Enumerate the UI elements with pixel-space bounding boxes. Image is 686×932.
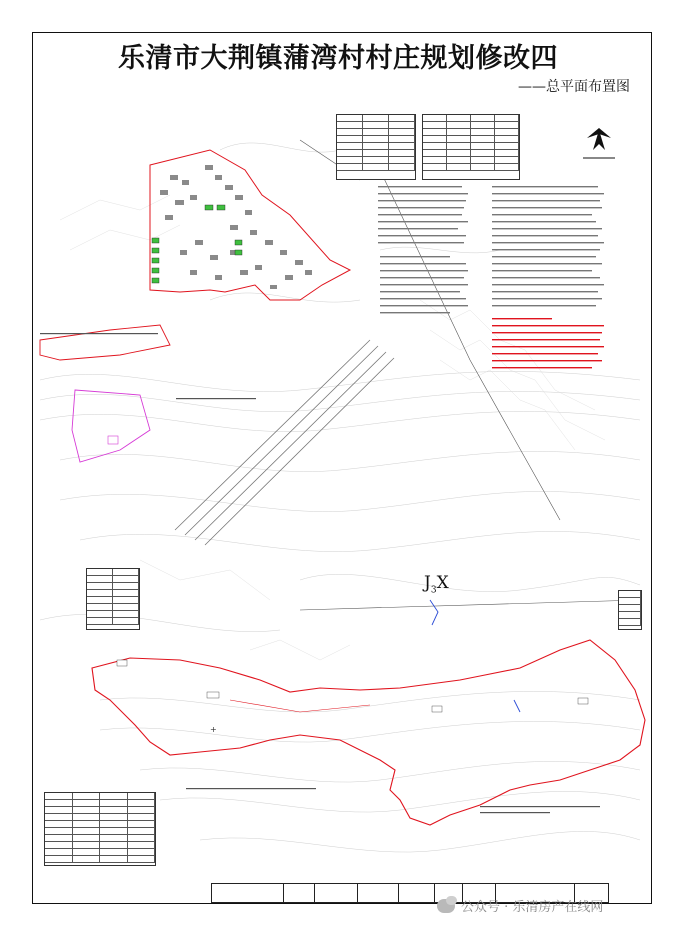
map-grid-label: $J_3X$ bbox=[424, 573, 449, 596]
svg-text:+: + bbox=[210, 725, 217, 734]
watermark-text: 公众号 · 乐清房产在线网 bbox=[461, 900, 604, 915]
drawing-subtitle: ——总平面布置图 bbox=[518, 79, 630, 95]
drawing-title: 乐清市大荆镇蒲湾村村庄规划修改四 bbox=[118, 43, 558, 74]
wechat-icon bbox=[437, 899, 455, 913]
watermark bbox=[437, 896, 603, 915]
